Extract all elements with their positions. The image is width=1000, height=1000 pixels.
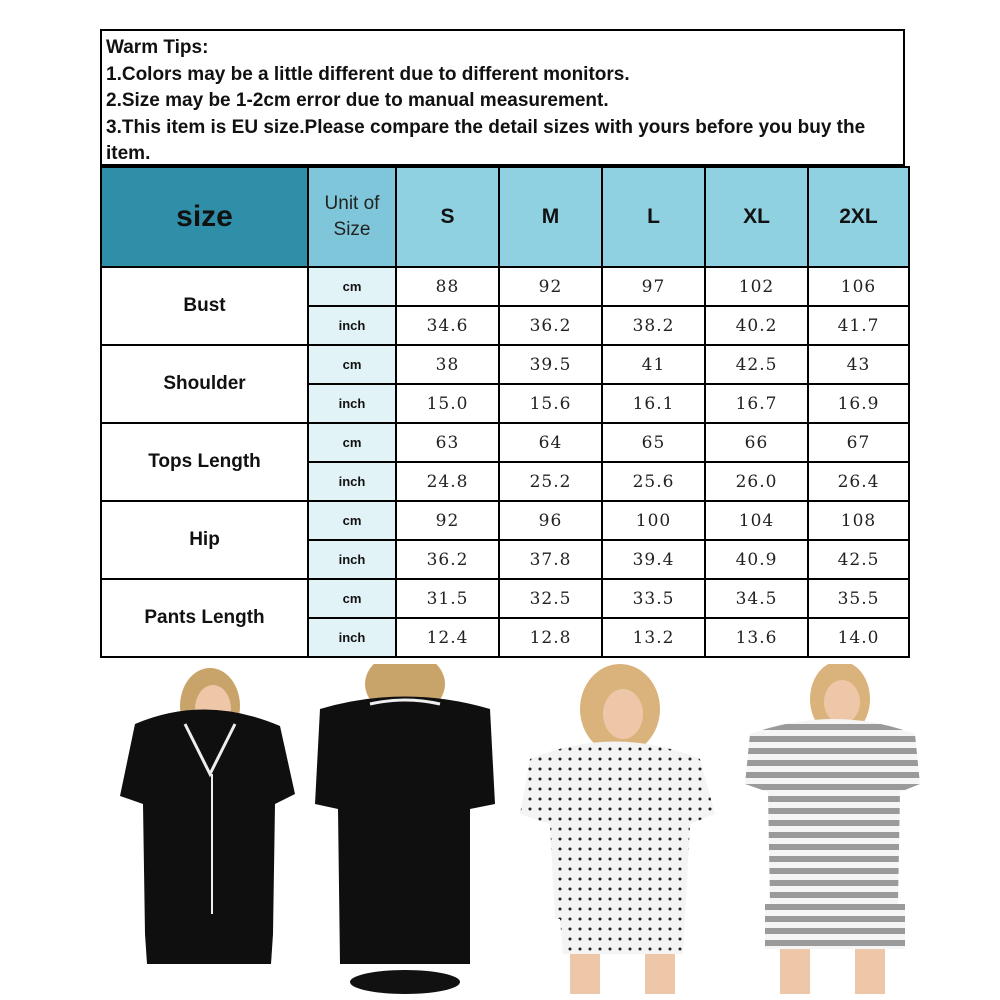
size-header-row: [101, 167, 909, 267]
model-black-front-photo: [115, 664, 295, 994]
size-header: size: [101, 167, 308, 267]
inch-value-cell: 39.4: [602, 540, 705, 579]
inch-value-cell: 16.7: [705, 384, 808, 423]
inch-value-cell: 12.8: [499, 618, 602, 657]
inch-value-cell: 15.0: [396, 384, 499, 423]
cm-value-cell: 33.5: [602, 579, 705, 618]
unit-inch-label: inch: [308, 618, 396, 657]
unit-cm-label: cm: [308, 579, 396, 618]
table-row: [101, 501, 909, 540]
cm-value-cell: 106: [808, 267, 909, 306]
size-column-header: L: [602, 167, 705, 267]
warm-tip-3: 3.This item is EU size.Please compare the detail sizes with yours before you buy the item.: [106, 116, 866, 164]
cm-value-cell: 97: [602, 267, 705, 306]
inch-value-cell: 16.1: [602, 384, 705, 423]
model-black-back-photo: [310, 664, 495, 994]
table-row: [101, 345, 909, 384]
table-row: [101, 423, 909, 462]
inch-value-cell: 36.2: [499, 306, 602, 345]
cm-value-cell: 63: [396, 423, 499, 462]
cm-value-cell: 108: [808, 501, 909, 540]
unit-inch-label: inch: [308, 306, 396, 345]
cm-value-cell: 41: [602, 345, 705, 384]
unit-cm-label: cm: [308, 267, 396, 306]
model-white-dots-photo: [505, 664, 715, 994]
inch-value-cell: 40.9: [705, 540, 808, 579]
inch-value-cell: 34.6: [396, 306, 499, 345]
cm-value-cell: 34.5: [705, 579, 808, 618]
cm-value-cell: 88: [396, 267, 499, 306]
unit-cm-label: cm: [308, 501, 396, 540]
measurement-label: Bust: [101, 267, 308, 345]
warm-tip-2: 2.Size may be 1-2cm error due to manual measurement.: [106, 90, 609, 111]
inch-value-cell: 14.0: [808, 618, 909, 657]
size-chart-table: [100, 166, 910, 658]
unit-cm-label: cm: [308, 345, 396, 384]
inch-value-cell: 15.6: [499, 384, 602, 423]
inch-value-cell: 25.6: [602, 462, 705, 501]
inch-value-cell: 13.6: [705, 618, 808, 657]
measurement-label: Tops Length: [101, 423, 308, 501]
inch-value-cell: 13.2: [602, 618, 705, 657]
inch-value-cell: 42.5: [808, 540, 909, 579]
cm-value-cell: 65: [602, 423, 705, 462]
unit-of-size-header: Unit of Size: [308, 167, 396, 267]
warm-tips-box: [100, 29, 905, 166]
inch-value-cell: 37.8: [499, 540, 602, 579]
unit-inch-label: inch: [308, 384, 396, 423]
cm-value-cell: 102: [705, 267, 808, 306]
size-column-header: XL: [705, 167, 808, 267]
warm-tip-1: 1.Colors may be a little different due to different monitors.: [106, 63, 630, 85]
inch-value-cell: 24.8: [396, 462, 499, 501]
unit-cm-label: cm: [308, 423, 396, 462]
cm-value-cell: 92: [396, 501, 499, 540]
product-photos: [100, 664, 930, 1000]
cm-value-cell: 67: [808, 423, 909, 462]
inch-value-cell: 26.0: [705, 462, 808, 501]
cm-value-cell: 64: [499, 423, 602, 462]
cm-value-cell: 42.5: [705, 345, 808, 384]
measurement-label: Hip: [101, 501, 308, 579]
inch-value-cell: 38.2: [602, 306, 705, 345]
cm-value-cell: 35.5: [808, 579, 909, 618]
size-column-header: 2XL: [808, 167, 909, 267]
inch-value-cell: 25.2: [499, 462, 602, 501]
inch-value-cell: 12.4: [396, 618, 499, 657]
cm-value-cell: 92: [499, 267, 602, 306]
warm-tips-title: Warm Tips:: [106, 37, 209, 58]
unit-inch-label: inch: [308, 462, 396, 501]
size-column-header: M: [499, 167, 602, 267]
cm-value-cell: 100: [602, 501, 705, 540]
size-column-header: S: [396, 167, 499, 267]
measurement-label: Pants Length: [101, 579, 308, 657]
measurement-label: Shoulder: [101, 345, 308, 423]
cm-value-cell: 32.5: [499, 579, 602, 618]
cm-value-cell: 39.5: [499, 345, 602, 384]
inch-value-cell: 26.4: [808, 462, 909, 501]
cm-value-cell: 104: [705, 501, 808, 540]
cm-value-cell: 38: [396, 345, 499, 384]
inch-value-cell: 16.9: [808, 384, 909, 423]
cm-value-cell: 43: [808, 345, 909, 384]
cm-value-cell: 31.5: [396, 579, 499, 618]
cm-value-cell: 66: [705, 423, 808, 462]
inch-value-cell: 41.7: [808, 306, 909, 345]
model-grey-stripes-photo: [740, 664, 920, 994]
cm-value-cell: 96: [499, 501, 602, 540]
unit-inch-label: inch: [308, 540, 396, 579]
inch-value-cell: 36.2: [396, 540, 499, 579]
table-row: [101, 579, 909, 618]
table-row: [101, 267, 909, 306]
inch-value-cell: 40.2: [705, 306, 808, 345]
